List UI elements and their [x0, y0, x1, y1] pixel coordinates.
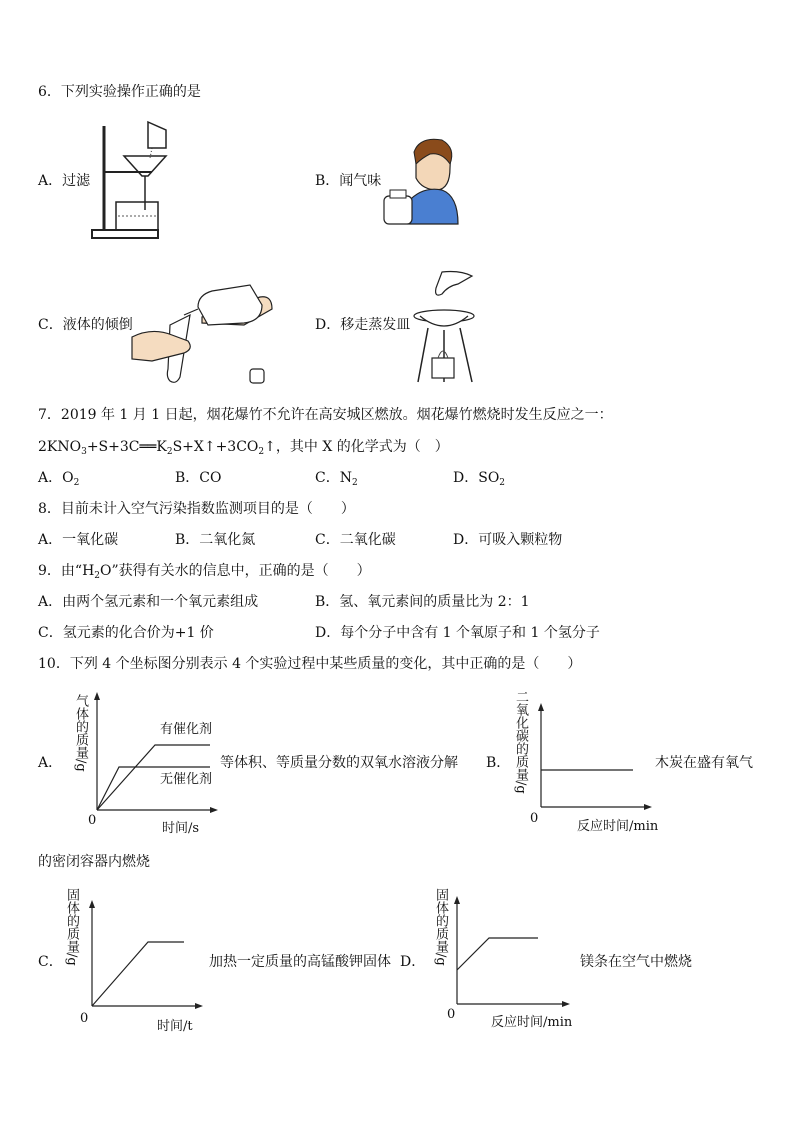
chart-d-xlabel: 反应时间/min: [491, 1015, 573, 1030]
chart-a-ylabel: 气体的质量/g: [73, 694, 88, 772]
q10-stem: 10．下列 4 个坐标图分别表示 4 个实验过程中某些质量的变化，其中正确的是（ ）: [38, 656, 582, 672]
q10-option-b-desc: 木炭在盛有氧气: [655, 755, 753, 771]
chart-c-line: [92, 942, 184, 1006]
q10-option-d-desc: 镁条在空气中燃烧: [580, 954, 692, 970]
chart-a-origin: 0: [88, 813, 97, 828]
q8-option-d[interactable]: D．可吸入颗粒物: [453, 532, 563, 548]
q6-option-a[interactable]: A．过滤: [38, 173, 91, 189]
evaporating-dish-image: [412, 270, 480, 385]
q10-option-a[interactable]: A．: [38, 755, 63, 771]
q10-option-c-desc: 加热一定质量的高锰酸钾固体: [209, 954, 391, 970]
q9-stem: [38, 564, 371, 581]
chart-b-xlabel: 反应时间/min: [577, 819, 659, 834]
q7-option-a[interactable]: [38, 471, 79, 488]
q10-option-a-desc: 等体积、等质量分数的双氧水溶液分解: [220, 755, 458, 771]
q6-option-b[interactable]: B．闻气味: [315, 173, 382, 189]
chart-c-ylabel: 固体的质量/g: [64, 888, 79, 966]
chart-a-series-with: 有催化剂: [160, 722, 213, 737]
q7-option-c[interactable]: [315, 471, 358, 488]
chart-b-plot: [536, 703, 656, 813]
chart-c-plot: [87, 900, 207, 1012]
q7-option-c-sub: 2: [351, 478, 358, 488]
q7-option-b[interactable]: B．CO: [175, 470, 222, 486]
q6-stem: 6．下列实验操作正确的是: [38, 84, 201, 100]
chart-d-origin: 0: [447, 1007, 456, 1022]
q9-option-b[interactable]: B．氢、氧元素间的质量比为 2：1: [315, 594, 530, 610]
liquid-pouring-image: [132, 265, 277, 390]
q9-option-d[interactable]: D．每个分子中含有 1 个氧原子和 1 个氢分子: [315, 625, 600, 641]
chart-a-series-without: 无催化剂: [160, 772, 213, 787]
q10-option-b-desc-cont: 的密闭容器内燃烧: [38, 854, 150, 870]
chart-d-ylabel: 固体的质量/g: [433, 888, 448, 966]
q6-option-c[interactable]: C．液体的倾倒: [38, 317, 133, 333]
chart-a-plot: [90, 692, 220, 817]
q8-option-b[interactable]: B．二氧化氮: [175, 532, 256, 548]
q10-option-c[interactable]: C．: [38, 954, 63, 970]
q7-option-a-sub: 2: [73, 478, 80, 488]
q9-stem-a: 9．由“H: [38, 563, 95, 579]
q7-option-d-text: D．SO: [453, 470, 500, 486]
q9-stem-b: O”获得有关水的信息中，正确的是（ ）: [100, 563, 371, 579]
q7-equation: $2KNO_3+S+3C══K_2S+X↑+3CO_2↑$，其中 X 的化学式为（ ）: [38, 439, 449, 457]
chart-d-line: [457, 938, 538, 970]
q9-option-c[interactable]: C．氢元素的化合价为+1 价: [38, 625, 214, 641]
q10-option-b[interactable]: B．: [486, 755, 511, 771]
q7-option-c-text: C．N: [315, 470, 352, 486]
q7-question-suffix: ，其中 X 的化学式为（ ）: [275, 439, 449, 455]
q8-stem: 8．目前未计入空气污染指数监测项目的是（ ）: [38, 501, 355, 517]
q7-option-d[interactable]: [453, 471, 505, 488]
chart-b-ylabel: 二氧化碳的质量/g: [513, 690, 528, 794]
q7-option-a-text: A．O: [38, 470, 74, 486]
filtration-apparatus-image: [90, 118, 170, 243]
q7-stem: 7．2019 年 1 月 1 日起，烟花爆竹不允许在高安城区燃放。烟花爆竹燃烧时发生反应之一：: [38, 407, 613, 423]
q7-option-d-sub: 2: [499, 478, 506, 488]
chart-c-xlabel: 时间/t: [157, 1019, 193, 1034]
q9-stem-sub: 2: [94, 571, 101, 581]
q10-option-d[interactable]: D．: [400, 954, 426, 970]
chart-d-plot: [452, 896, 574, 1008]
chart-b-origin: 0: [530, 811, 539, 826]
chart-c-origin: 0: [80, 1011, 89, 1026]
chart-a-xlabel: 时间/s: [162, 821, 200, 836]
q8-option-c[interactable]: C．二氧化碳: [315, 532, 396, 548]
q6-option-d[interactable]: D．移走蒸发皿: [315, 317, 411, 333]
q8-option-a[interactable]: A．一氧化碳: [38, 532, 119, 548]
smelling-gas-image: [382, 138, 460, 228]
q9-option-a[interactable]: A．由两个氢元素和一个氧元素组成: [38, 594, 259, 610]
